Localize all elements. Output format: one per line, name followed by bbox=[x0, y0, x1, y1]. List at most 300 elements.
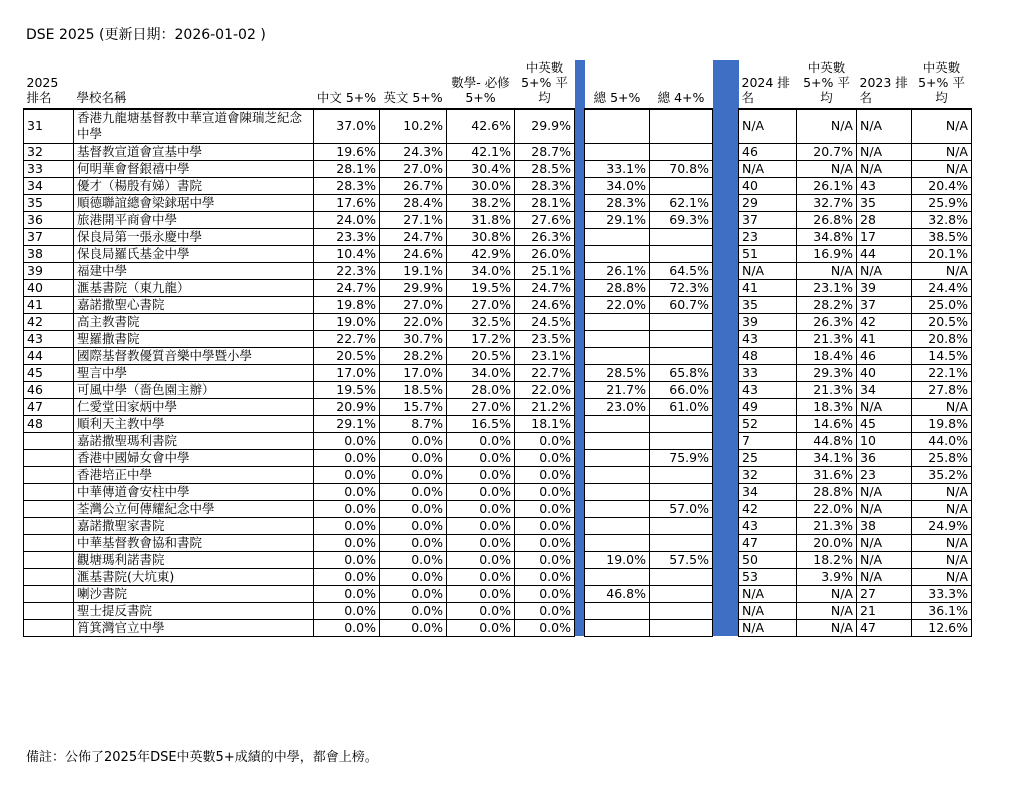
cell-rank2024: 23 bbox=[739, 228, 797, 245]
cell-cem-avg: 0.0% bbox=[515, 449, 575, 466]
cell-school: 中華基督教會協和書院 bbox=[74, 534, 314, 551]
cell-school: 保良局羅氏基金中學 bbox=[74, 245, 314, 262]
cell-math: 30.4% bbox=[447, 160, 515, 177]
cell-school: 中華傳道會安柱中學 bbox=[74, 483, 314, 500]
cell-rank2025 bbox=[24, 466, 74, 483]
cell-total5: 46.8% bbox=[585, 585, 650, 602]
cell-math: 0.0% bbox=[447, 517, 515, 534]
cell-rank2024: 32 bbox=[739, 466, 797, 483]
cell-school: 順德聯誼總會梁銶琚中學 bbox=[74, 194, 314, 211]
separator-bar bbox=[713, 109, 739, 143]
cell-avg2023: 33.3% bbox=[912, 585, 972, 602]
cell-math: 42.6% bbox=[447, 109, 515, 143]
cell-rank2023: N/A bbox=[857, 568, 912, 585]
cell-rank2024: 51 bbox=[739, 245, 797, 262]
cell-math: 0.0% bbox=[447, 551, 515, 568]
cell-eng: 22.0% bbox=[380, 313, 447, 330]
cell-rank2025 bbox=[24, 483, 74, 500]
cell-eng: 28.4% bbox=[380, 194, 447, 211]
cell-math: 0.0% bbox=[447, 432, 515, 449]
table-row bbox=[24, 602, 972, 619]
cell-total5 bbox=[585, 245, 650, 262]
cell-cem-avg: 0.0% bbox=[515, 585, 575, 602]
table-row bbox=[24, 415, 972, 432]
cell-total4: 57.5% bbox=[650, 551, 713, 568]
cell-chi: 0.0% bbox=[314, 568, 380, 585]
cell-school: 筲箕灣官立中學 bbox=[74, 619, 314, 636]
cell-rank2023: 42 bbox=[857, 313, 912, 330]
cell-avg2023: 25.8% bbox=[912, 449, 972, 466]
cell-math: 27.0% bbox=[447, 296, 515, 313]
cell-avg2023: 20.1% bbox=[912, 245, 972, 262]
cell-cem-avg: 0.0% bbox=[515, 483, 575, 500]
separator-bar bbox=[575, 211, 585, 228]
cell-avg2024: 20.7% bbox=[797, 143, 857, 160]
separator-bar bbox=[713, 245, 739, 262]
cell-eng: 28.2% bbox=[380, 347, 447, 364]
cell-cem-avg: 0.0% bbox=[515, 568, 575, 585]
cell-avg2023: 36.1% bbox=[912, 602, 972, 619]
cell-math: 34.0% bbox=[447, 364, 515, 381]
table-row bbox=[24, 466, 972, 483]
separator-bar bbox=[575, 296, 585, 313]
cell-total4: 69.3% bbox=[650, 211, 713, 228]
cell-avg2024: 18.4% bbox=[797, 347, 857, 364]
cell-math: 28.0% bbox=[447, 381, 515, 398]
separator-bar bbox=[713, 194, 739, 211]
cell-total5: 26.1% bbox=[585, 262, 650, 279]
cell-total4 bbox=[650, 466, 713, 483]
cell-math: 16.5% bbox=[447, 415, 515, 432]
cell-rank2025: 37 bbox=[24, 228, 74, 245]
page-title: DSE 2025 (更新日期：2026-01-02 ) bbox=[26, 27, 266, 43]
separator-bar bbox=[713, 534, 739, 551]
cell-avg2024: 29.3% bbox=[797, 364, 857, 381]
cell-rank2025: 39 bbox=[24, 262, 74, 279]
cell-total4 bbox=[650, 177, 713, 194]
cell-math: 0.0% bbox=[447, 619, 515, 636]
cell-school: 優才（楊殷有娣）書院 bbox=[74, 177, 314, 194]
separator-bar bbox=[575, 500, 585, 517]
cell-rank2025 bbox=[24, 551, 74, 568]
cell-math: 38.2% bbox=[447, 194, 515, 211]
cell-total4 bbox=[650, 483, 713, 500]
cell-eng: 0.0% bbox=[380, 585, 447, 602]
cell-math: 17.2% bbox=[447, 330, 515, 347]
cell-rank2025: 42 bbox=[24, 313, 74, 330]
cell-school: 聖言中學 bbox=[74, 364, 314, 381]
cell-avg2023: 12.6% bbox=[912, 619, 972, 636]
cell-rank2023: 23 bbox=[857, 466, 912, 483]
cell-chi: 17.6% bbox=[314, 194, 380, 211]
cell-avg2024: N/A bbox=[797, 160, 857, 177]
table-row bbox=[24, 330, 972, 347]
cell-eng: 0.0% bbox=[380, 432, 447, 449]
cell-eng: 19.1% bbox=[380, 262, 447, 279]
cell-rank2025: 40 bbox=[24, 279, 74, 296]
cell-eng: 0.0% bbox=[380, 534, 447, 551]
cell-total4: 65.8% bbox=[650, 364, 713, 381]
cell-rank2024: 29 bbox=[739, 194, 797, 211]
cell-school: 荃灣公立何傳耀紀念中學 bbox=[74, 500, 314, 517]
cell-eng: 17.0% bbox=[380, 364, 447, 381]
cell-avg2023: 20.4% bbox=[912, 177, 972, 194]
cell-school: 保良局第一張永慶中學 bbox=[74, 228, 314, 245]
cell-rank2024: N/A bbox=[739, 160, 797, 177]
cell-total4: 70.8% bbox=[650, 160, 713, 177]
cell-math: 0.0% bbox=[447, 534, 515, 551]
cell-rank2025: 43 bbox=[24, 330, 74, 347]
header-rank2023: 2023 排名 bbox=[857, 60, 912, 109]
header-cem-avg: 中英數 5+% 平均 bbox=[515, 60, 575, 109]
cell-chi: 0.0% bbox=[314, 619, 380, 636]
cell-total5 bbox=[585, 602, 650, 619]
cell-avg2023: N/A bbox=[912, 500, 972, 517]
cell-eng: 0.0% bbox=[380, 466, 447, 483]
table-row bbox=[24, 364, 972, 381]
cell-chi: 28.1% bbox=[314, 160, 380, 177]
cell-rank2024: 35 bbox=[739, 296, 797, 313]
cell-math: 0.0% bbox=[447, 602, 515, 619]
cell-eng: 24.6% bbox=[380, 245, 447, 262]
cell-total4 bbox=[650, 619, 713, 636]
header-avg2024: 中英數 5+% 平均 bbox=[797, 60, 857, 109]
cell-avg2024: 26.3% bbox=[797, 313, 857, 330]
cell-eng: 24.3% bbox=[380, 143, 447, 160]
cell-school: 香港九龍塘基督教中華宣道會陳瑞芝紀念中學 bbox=[74, 109, 314, 143]
separator-bar bbox=[713, 415, 739, 432]
cell-avg2024: 22.0% bbox=[797, 500, 857, 517]
table-row bbox=[24, 143, 972, 160]
cell-avg2024: N/A bbox=[797, 262, 857, 279]
table-row bbox=[24, 347, 972, 364]
table-row bbox=[24, 109, 972, 143]
cell-chi: 24.0% bbox=[314, 211, 380, 228]
separator-bar bbox=[713, 619, 739, 636]
cell-chi: 19.0% bbox=[314, 313, 380, 330]
cell-rank2025: 34 bbox=[24, 177, 74, 194]
cell-total4: 60.7% bbox=[650, 296, 713, 313]
cell-school: 喇沙書院 bbox=[74, 585, 314, 602]
cell-avg2023: 19.8% bbox=[912, 415, 972, 432]
cell-rank2023: N/A bbox=[857, 109, 912, 143]
cell-total5: 19.0% bbox=[585, 551, 650, 568]
cell-avg2023: 24.4% bbox=[912, 279, 972, 296]
cell-avg2024: 28.8% bbox=[797, 483, 857, 500]
cell-chi: 22.7% bbox=[314, 330, 380, 347]
cell-avg2023: 27.8% bbox=[912, 381, 972, 398]
cell-math: 0.0% bbox=[447, 585, 515, 602]
cell-school: 順利天主教中學 bbox=[74, 415, 314, 432]
table-row bbox=[24, 517, 972, 534]
cell-cem-avg: 29.9% bbox=[515, 109, 575, 143]
table-row bbox=[24, 551, 972, 568]
separator-bar bbox=[575, 534, 585, 551]
separator-bar bbox=[575, 364, 585, 381]
separator-bar bbox=[713, 211, 739, 228]
header-avg2023: 中英數 5+% 平均 bbox=[912, 60, 972, 109]
cell-rank2023: 35 bbox=[857, 194, 912, 211]
cell-rank2023: 43 bbox=[857, 177, 912, 194]
separator-bar bbox=[713, 483, 739, 500]
cell-chi: 24.7% bbox=[314, 279, 380, 296]
separator-bar bbox=[575, 517, 585, 534]
cell-total4: 75.9% bbox=[650, 449, 713, 466]
cell-school: 國際基督教優質音樂中學暨小學 bbox=[74, 347, 314, 364]
separator-bar bbox=[713, 364, 739, 381]
cell-rank2025: 38 bbox=[24, 245, 74, 262]
header-total5: 總 5+% bbox=[585, 60, 650, 109]
separator-bar bbox=[575, 228, 585, 245]
table-body bbox=[24, 109, 972, 636]
cell-rank2024: 53 bbox=[739, 568, 797, 585]
cell-avg2024: 31.6% bbox=[797, 466, 857, 483]
cell-eng: 0.0% bbox=[380, 551, 447, 568]
separator-bar bbox=[713, 381, 739, 398]
cell-avg2023: 24.9% bbox=[912, 517, 972, 534]
cell-rank2025 bbox=[24, 449, 74, 466]
cell-total5 bbox=[585, 568, 650, 585]
cell-rank2023: N/A bbox=[857, 500, 912, 517]
separator-bar bbox=[575, 619, 585, 636]
cell-total4 bbox=[650, 245, 713, 262]
header-rank2024: 2024 排名 bbox=[739, 60, 797, 109]
cell-total5 bbox=[585, 313, 650, 330]
cell-school: 香港中國婦女會中學 bbox=[74, 449, 314, 466]
cell-cem-avg: 0.0% bbox=[515, 500, 575, 517]
cell-rank2024: 47 bbox=[739, 534, 797, 551]
cell-chi: 0.0% bbox=[314, 500, 380, 517]
cell-rank2025: 36 bbox=[24, 211, 74, 228]
separator-bar bbox=[713, 568, 739, 585]
cell-total4 bbox=[650, 109, 713, 143]
cell-math: 0.0% bbox=[447, 466, 515, 483]
cell-rank2025 bbox=[24, 619, 74, 636]
cell-cem-avg: 0.0% bbox=[515, 432, 575, 449]
cell-rank2023: 47 bbox=[857, 619, 912, 636]
cell-total5: 21.7% bbox=[585, 381, 650, 398]
cell-chi: 0.0% bbox=[314, 449, 380, 466]
cell-chi: 22.3% bbox=[314, 262, 380, 279]
cell-total4: 61.0% bbox=[650, 398, 713, 415]
cell-chi: 19.5% bbox=[314, 381, 380, 398]
cell-rank2024: N/A bbox=[739, 585, 797, 602]
cell-rank2023: N/A bbox=[857, 551, 912, 568]
cell-math: 31.8% bbox=[447, 211, 515, 228]
separator-bar bbox=[575, 449, 585, 466]
cell-chi: 0.0% bbox=[314, 432, 380, 449]
cell-rank2025 bbox=[24, 568, 74, 585]
separator-bar bbox=[713, 143, 739, 160]
cell-rank2023: N/A bbox=[857, 160, 912, 177]
cell-rank2024: 37 bbox=[739, 211, 797, 228]
cell-avg2024: 44.8% bbox=[797, 432, 857, 449]
cell-rank2025 bbox=[24, 534, 74, 551]
header-chi: 中文 5+% bbox=[314, 60, 380, 109]
cell-avg2024: 14.6% bbox=[797, 415, 857, 432]
cell-avg2023: N/A bbox=[912, 143, 972, 160]
table-row bbox=[24, 500, 972, 517]
cell-rank2025: 46 bbox=[24, 381, 74, 398]
separator-bar bbox=[713, 432, 739, 449]
cell-rank2024: 7 bbox=[739, 432, 797, 449]
cell-rank2025: 41 bbox=[24, 296, 74, 313]
separator-bar bbox=[575, 568, 585, 585]
cell-rank2024: 49 bbox=[739, 398, 797, 415]
cell-eng: 0.0% bbox=[380, 500, 447, 517]
table-row bbox=[24, 381, 972, 398]
table-row bbox=[24, 483, 972, 500]
table-row bbox=[24, 160, 972, 177]
separator-bar bbox=[575, 551, 585, 568]
cell-cem-avg: 28.1% bbox=[515, 194, 575, 211]
cell-avg2024: 20.0% bbox=[797, 534, 857, 551]
cell-rank2025: 47 bbox=[24, 398, 74, 415]
cell-school: 香港培正中學 bbox=[74, 466, 314, 483]
cell-total5 bbox=[585, 432, 650, 449]
cell-rank2024: 48 bbox=[739, 347, 797, 364]
cell-chi: 0.0% bbox=[314, 466, 380, 483]
cell-rank2025 bbox=[24, 500, 74, 517]
cell-rank2024: 52 bbox=[739, 415, 797, 432]
cell-total4: 64.5% bbox=[650, 262, 713, 279]
cell-rank2023: 45 bbox=[857, 415, 912, 432]
cell-total5 bbox=[585, 143, 650, 160]
cell-total4 bbox=[650, 432, 713, 449]
separator-bar bbox=[575, 245, 585, 262]
cell-rank2025 bbox=[24, 517, 74, 534]
cell-total5: 29.1% bbox=[585, 211, 650, 228]
separator-bar bbox=[713, 500, 739, 517]
cell-avg2024: 34.8% bbox=[797, 228, 857, 245]
separator-bar bbox=[713, 466, 739, 483]
cell-rank2023: 17 bbox=[857, 228, 912, 245]
header-school: 學校名稱 bbox=[74, 60, 314, 109]
separator-bar bbox=[713, 449, 739, 466]
cell-eng: 15.7% bbox=[380, 398, 447, 415]
cell-cem-avg: 28.3% bbox=[515, 177, 575, 194]
cell-school: 滙基書院（東九龍） bbox=[74, 279, 314, 296]
cell-rank2023: 40 bbox=[857, 364, 912, 381]
table-row bbox=[24, 262, 972, 279]
cell-rank2023: 41 bbox=[857, 330, 912, 347]
cell-rank2023: N/A bbox=[857, 483, 912, 500]
cell-cem-avg: 0.0% bbox=[515, 619, 575, 636]
separator-bar bbox=[575, 330, 585, 347]
cell-chi: 19.6% bbox=[314, 143, 380, 160]
cell-rank2024: 43 bbox=[739, 517, 797, 534]
table-row bbox=[24, 279, 972, 296]
cell-total4 bbox=[650, 585, 713, 602]
cell-eng: 0.0% bbox=[380, 602, 447, 619]
cell-math: 0.0% bbox=[447, 483, 515, 500]
cell-avg2024: N/A bbox=[797, 109, 857, 143]
cell-cem-avg: 22.7% bbox=[515, 364, 575, 381]
cell-total4 bbox=[650, 602, 713, 619]
cell-avg2024: 21.3% bbox=[797, 381, 857, 398]
cell-avg2023: N/A bbox=[912, 483, 972, 500]
cell-eng: 24.7% bbox=[380, 228, 447, 245]
separator-bar bbox=[713, 160, 739, 177]
separator-bar bbox=[713, 228, 739, 245]
cell-rank2024: 42 bbox=[739, 500, 797, 517]
separator-bar bbox=[575, 483, 585, 500]
separator-bar bbox=[575, 143, 585, 160]
cell-rank2023: 10 bbox=[857, 432, 912, 449]
table-row bbox=[24, 177, 972, 194]
cell-eng: 27.0% bbox=[380, 160, 447, 177]
header-rank2025: 2025 排名 bbox=[24, 60, 74, 109]
cell-total5: 34.0% bbox=[585, 177, 650, 194]
cell-math: 30.8% bbox=[447, 228, 515, 245]
cell-avg2023: N/A bbox=[912, 262, 972, 279]
cell-avg2024: N/A bbox=[797, 602, 857, 619]
cell-rank2024: 46 bbox=[739, 143, 797, 160]
separator-bar bbox=[575, 585, 585, 602]
separator-bar bbox=[575, 313, 585, 330]
cell-math: 0.0% bbox=[447, 568, 515, 585]
cell-cem-avg: 18.1% bbox=[515, 415, 575, 432]
cell-avg2023: N/A bbox=[912, 551, 972, 568]
cell-total5 bbox=[585, 415, 650, 432]
table-row bbox=[24, 245, 972, 262]
header-total4: 總 4+% bbox=[650, 60, 713, 109]
cell-avg2024: 26.8% bbox=[797, 211, 857, 228]
cell-avg2024: 3.9% bbox=[797, 568, 857, 585]
cell-rank2025: 32 bbox=[24, 143, 74, 160]
cell-avg2023: 35.2% bbox=[912, 466, 972, 483]
separator-bar bbox=[713, 262, 739, 279]
cell-rank2024: 41 bbox=[739, 279, 797, 296]
table-row bbox=[24, 568, 972, 585]
cell-chi: 28.3% bbox=[314, 177, 380, 194]
cell-avg2023: 25.0% bbox=[912, 296, 972, 313]
cell-total5: 23.0% bbox=[585, 398, 650, 415]
cell-rank2025 bbox=[24, 585, 74, 602]
cell-school: 觀塘瑪利諾書院 bbox=[74, 551, 314, 568]
cell-total5 bbox=[585, 330, 650, 347]
cell-rank2023: 34 bbox=[857, 381, 912, 398]
cell-total5: 28.8% bbox=[585, 279, 650, 296]
cell-math: 30.0% bbox=[447, 177, 515, 194]
cell-rank2024: N/A bbox=[739, 619, 797, 636]
cell-chi: 0.0% bbox=[314, 483, 380, 500]
cell-cem-avg: 23.1% bbox=[515, 347, 575, 364]
cell-eng: 26.7% bbox=[380, 177, 447, 194]
cell-school: 高主教書院 bbox=[74, 313, 314, 330]
cell-school: 仁愛堂田家炳中學 bbox=[74, 398, 314, 415]
cell-chi: 0.0% bbox=[314, 551, 380, 568]
table-row bbox=[24, 296, 972, 313]
cell-cem-avg: 23.5% bbox=[515, 330, 575, 347]
cell-cem-avg: 24.5% bbox=[515, 313, 575, 330]
cell-avg2024: 34.1% bbox=[797, 449, 857, 466]
cell-chi: 0.0% bbox=[314, 602, 380, 619]
cell-rank2023: 37 bbox=[857, 296, 912, 313]
cell-total5: 22.0% bbox=[585, 296, 650, 313]
cell-avg2023: 25.9% bbox=[912, 194, 972, 211]
separator-bar bbox=[713, 585, 739, 602]
table-row bbox=[24, 534, 972, 551]
separator-bar bbox=[575, 262, 585, 279]
table-row bbox=[24, 228, 972, 245]
cell-math: 20.5% bbox=[447, 347, 515, 364]
cell-cem-avg: 0.0% bbox=[515, 551, 575, 568]
separator-bar bbox=[575, 602, 585, 619]
cell-total5 bbox=[585, 483, 650, 500]
cell-total4 bbox=[650, 517, 713, 534]
cell-total5: 28.3% bbox=[585, 194, 650, 211]
